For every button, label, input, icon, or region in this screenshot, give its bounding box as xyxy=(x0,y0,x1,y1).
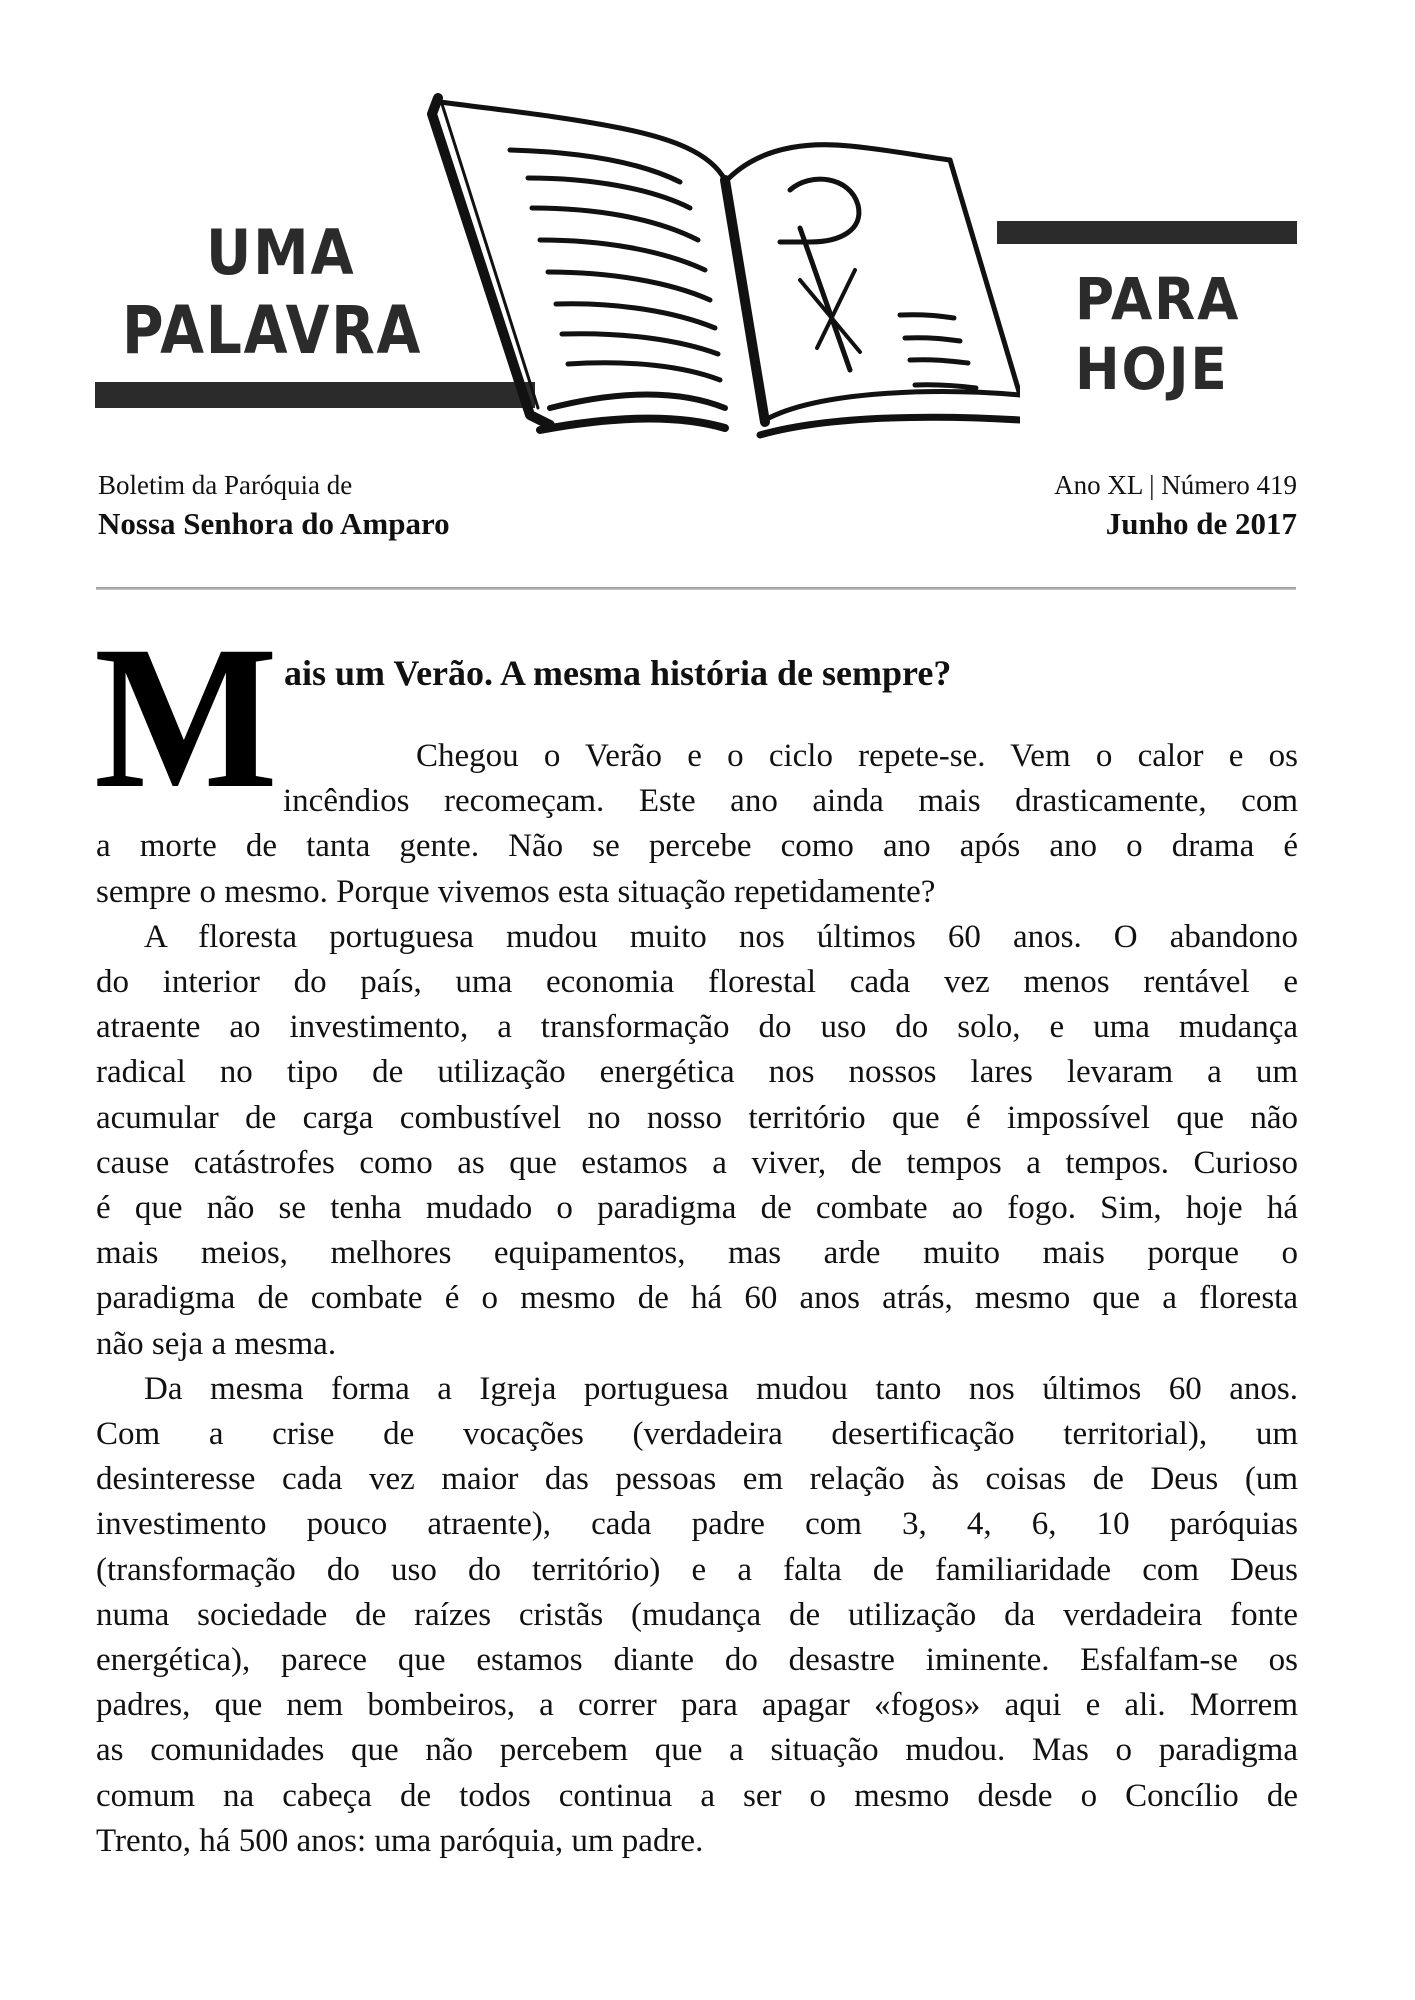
paragraph-3 xyxy=(96,1367,1298,1864)
open-book-chi-rho-icon xyxy=(380,90,1020,450)
text-line: investimento pouco atraente), cada padre com 3, 4, 6, 10 paróquias xyxy=(96,1506,1298,1543)
issue-number: Ano XL | Número 419 xyxy=(1054,470,1297,500)
text-line: Chegou o Verão e o ciclo repete-se. Vem o calor e os xyxy=(416,738,1298,774)
masthead-title-palavra: PALAVRA xyxy=(122,292,423,369)
text-line: atraente ao investimento, a transformação do uso do solo, e uma mudança xyxy=(96,1009,1298,1046)
text-line: A floresta portuguesa mudou muito nos últimos 60 anos. O abandono xyxy=(144,918,1298,955)
text-line: (transformação do uso do território) e a falta de familiaridade com Deus xyxy=(96,1551,1298,1588)
text-line: é que não se tenha mudado o paradigma de combate ao fogo. Sim, hoje há xyxy=(96,1190,1298,1227)
masthead-bar-right xyxy=(997,221,1297,244)
masthead-title-uma: UMA xyxy=(206,216,356,289)
drop-cap: M xyxy=(94,604,278,831)
text-line: paradigma de combate é o mesmo de há 60 anos atrás, mesmo que a floresta xyxy=(96,1280,1298,1317)
text-line: não seja a mesma. xyxy=(96,1325,337,1362)
article-body xyxy=(96,734,1298,1864)
text-line: incêndios recomeçam. Este ano ainda mais drasticamente, com xyxy=(283,783,1298,820)
text-line: radical no tipo de utilização energética nos nossos lares levaram a um xyxy=(96,1054,1298,1091)
text-line: mais meios, melhores equipamentos, mas arde muito mais porque o xyxy=(96,1235,1298,1272)
text-line: do interior do país, uma economia florestal cada vez menos rentável e xyxy=(96,964,1298,1001)
paragraph-1 xyxy=(96,734,1298,915)
text-line: sempre o mesmo. Porque vivemos esta situação repetidamente? xyxy=(96,873,936,910)
text-line: padres, que nem bombeiros, a correr para apagar «fogos» aqui e ali. Morrem xyxy=(96,1687,1298,1724)
text-line: numa sociedade de raízes cristãs (mudança de utilização da verdadeira fonte xyxy=(96,1596,1298,1633)
text-line: desinteresse cada vez maior das pessoas em relação às coisas de Deus (um xyxy=(96,1461,1298,1498)
masthead-title-hoje: HOJE xyxy=(1075,335,1229,403)
text-line: Da mesma forma a Igreja portuguesa mudou tanto nos últimos 60 anos. xyxy=(144,1370,1298,1407)
bulletin-label: Boletim da Paróquia de xyxy=(98,470,353,500)
masthead-title-para: PARA xyxy=(1075,265,1241,333)
text-line: energética), parece que estamos diante do desastre iminente. Esfalfam-se os xyxy=(96,1642,1298,1679)
text-line: comum na cabeça de todos continua a ser o mesmo desde o Concílio de xyxy=(96,1777,1298,1814)
paragraph-2 xyxy=(96,915,1298,1367)
article-title: ais um Verão. A mesma história de sempre? xyxy=(284,653,952,693)
parish-name: Nossa Senhora do Amparo xyxy=(98,506,450,541)
masthead xyxy=(0,0,1415,450)
text-line: Com a crise de vocações (verdadeira desertificação territorial), um xyxy=(96,1416,1298,1453)
text-line: cause catástrofes como as que estamos a viver, de tempos a tempos. Curioso xyxy=(96,1144,1298,1181)
issue-date: Junho de 2017 xyxy=(1105,506,1297,541)
text-line: Trento, há 500 anos: uma paróquia, um padre. xyxy=(96,1822,704,1859)
header-divider xyxy=(96,587,1296,590)
text-line: acumular de carga combustível no nosso território que é impossível que não xyxy=(96,1099,1298,1136)
text-line: a morte de tanta gente. Não se percebe como ano após ano o drama é xyxy=(96,828,1298,865)
text-line: as comunidades que não percebem que a situação mudou. Mas o paradigma xyxy=(96,1732,1298,1769)
